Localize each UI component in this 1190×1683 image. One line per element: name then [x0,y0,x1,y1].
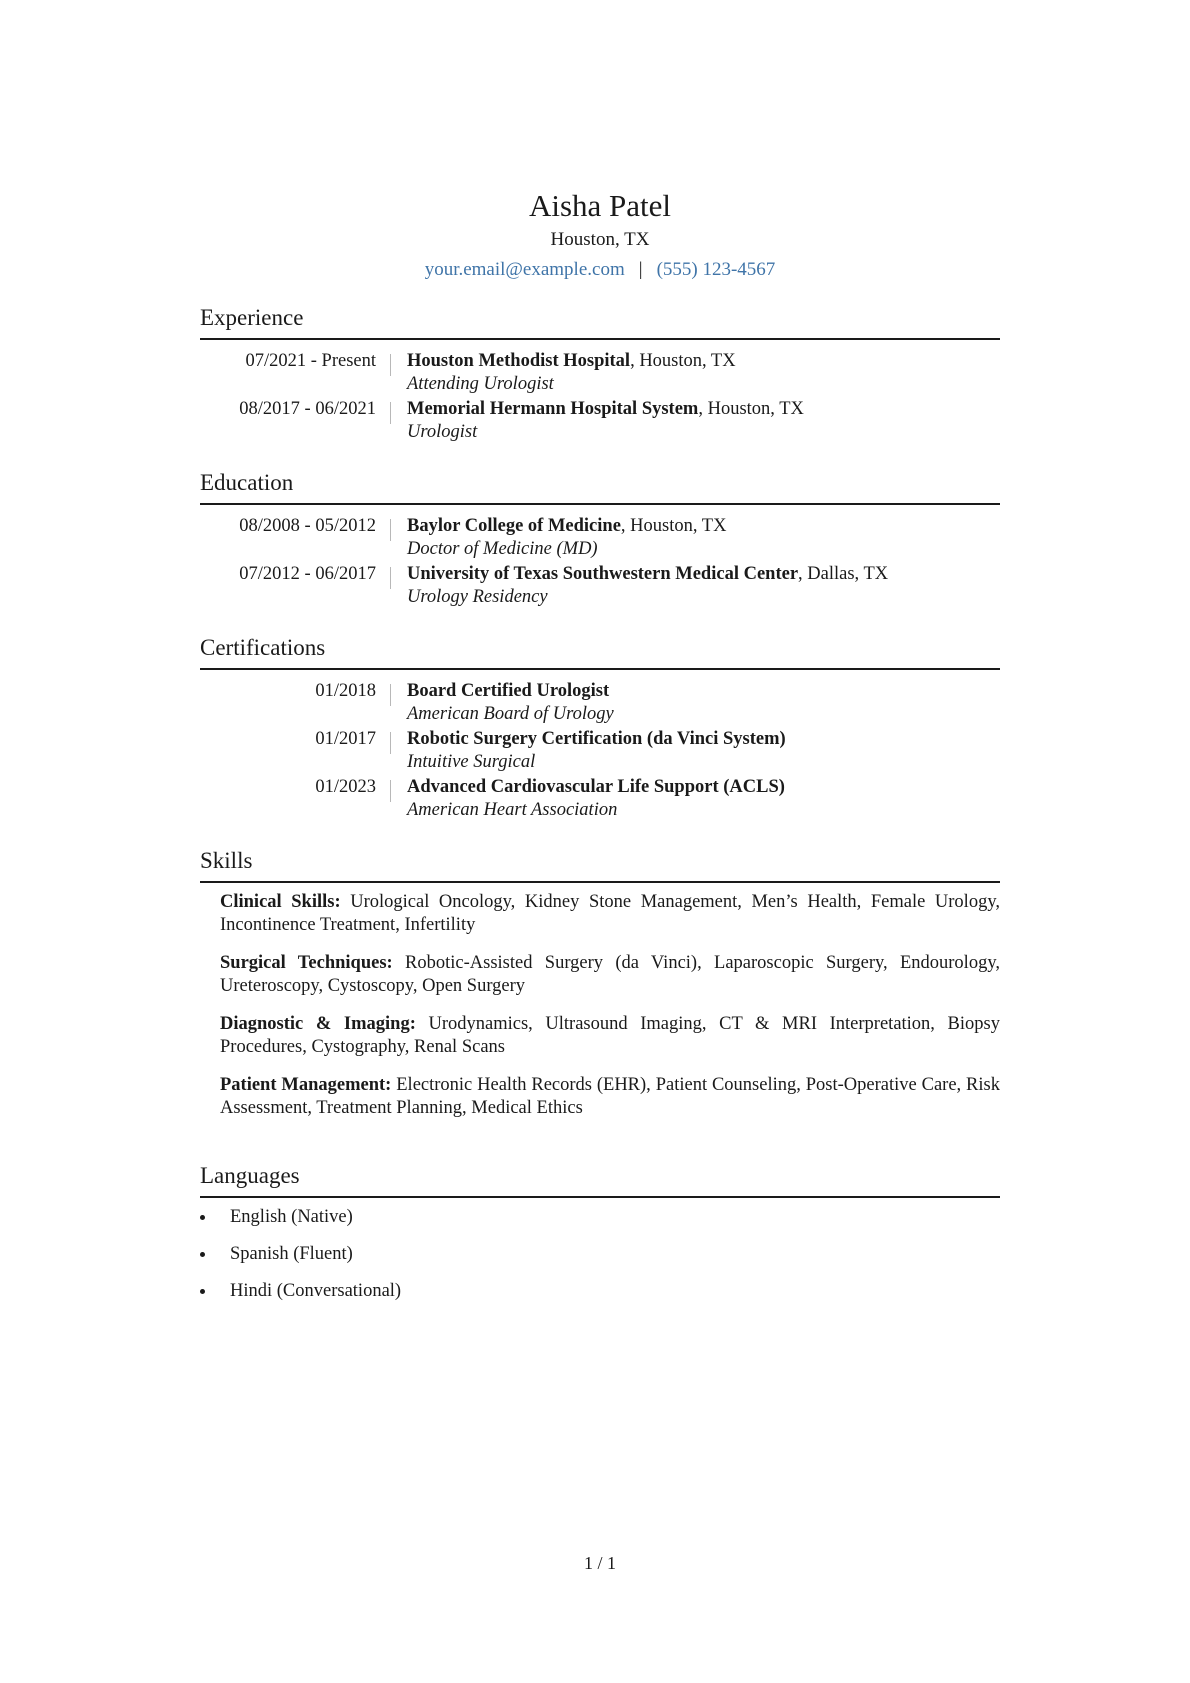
entry-issuer: American Heart Association [407,800,618,820]
entry-organization: Robotic Surgery Certification (da Vinci System) [407,729,786,749]
entry-divider [390,780,391,802]
entry-organization: Baylor College of Medicine [407,516,621,536]
candidate-name: Aisha Patel [528,188,672,223]
entry-organization: Memorial Hermann Hospital System [407,399,699,419]
education-entry [200,563,1000,611]
skill-group-text: Robotic-Assisted Surgery (da Vinci), Laparoscopic Surgery, Endourology, Ureteroscopy, Cystoscopy, Open Surgery [220,953,1000,996]
entry-date: 07/2021 - Present [245,351,376,371]
entry-divider [390,732,391,754]
resume-page [200,0,1000,1683]
certification-entry [200,776,1000,824]
entry-role: Attending Urologist [407,374,554,394]
skill-group-label: Surgical Techniques: [220,953,393,973]
entry-place: , Houston, TX [620,516,727,536]
entry-divider [390,354,391,376]
section-title-certifications: Certifications [200,634,1000,670]
entry-place: , Houston, TX [630,351,736,371]
skill-group-text: Urological Oncology, Kidney Stone Management, Men’s Health, Female Urology, Incontinence Treatment, Infertility [220,892,1000,935]
entry-role: Urologist [407,422,478,442]
phone-link[interactable]: (555) 123-4567 [656,259,776,280]
entry-date: 08/2017 - 06/2021 [239,399,376,419]
section-title-education: Education [200,469,1000,505]
entry-date: 07/2012 - 06/2017 [239,564,376,584]
skill-group [220,891,1000,937]
section-title-experience: Experience [200,304,1000,340]
candidate-location: Houston, TX [550,229,650,250]
skill-group [220,1013,1000,1059]
skill-group [220,952,1000,998]
skill-group-label: Diagnostic & Imaging: [220,1014,416,1034]
education-entry [200,515,1000,563]
list-item [200,1206,1000,1243]
skill-group [220,1074,1000,1120]
entry-role: Urology Residency [407,587,548,607]
entry-organization: Houston Methodist Hospital [407,351,631,371]
skill-group-label: Clinical Skills: [220,892,341,912]
section-title-languages: Languages [200,1162,1000,1198]
entry-organization: University of Texas Southwestern Medical Center [407,564,799,584]
entry-date: 01/2017 [315,729,376,749]
entry-divider [390,402,391,424]
entry-place: , Houston, TX [698,399,804,419]
skills-section [200,847,1000,1135]
languages-list [200,1206,1000,1317]
section-title-skills: Skills [200,847,1000,883]
bullet-icon [200,1215,205,1220]
certification-entry [200,680,1000,728]
language-label: Hindi (Conversational) [230,1281,402,1301]
entry-organization: Board Certified Urologist [407,681,610,701]
entry-place: , Dallas, TX [798,564,889,584]
resume-header [200,188,1000,282]
entry-divider [390,519,391,541]
entry-issuer: Intuitive Surgical [407,752,536,772]
entry-organization: Advanced Cardiovascular Life Support (ACLS) [407,777,785,797]
entry-issuer: American Board of Urology [407,704,614,724]
entry-divider [390,567,391,589]
languages-section [200,1162,1000,1317]
certification-entry [200,728,1000,776]
bullet-icon [200,1252,205,1257]
experience-section [200,304,1000,446]
skill-group-text: Urodynamics, Ultrasound Imaging, CT & MRI Interpretation, Biopsy Procedures, Cystography, Renal Scans [220,1014,1000,1057]
entry-date: 08/2008 - 05/2012 [239,516,376,536]
entry-date: 01/2023 [315,777,376,797]
education-section [200,469,1000,611]
language-label: English (Native) [230,1207,353,1227]
certifications-section [200,634,1000,824]
list-item [200,1280,1000,1317]
page-number: 1 / 1 [583,1553,616,1573]
entry-date: 01/2018 [315,681,376,701]
skill-group-label: Patient Management: [220,1075,392,1095]
contact-line [200,258,1000,282]
entry-role: Doctor of Medicine (MD) [407,539,598,559]
list-item [200,1243,1000,1280]
language-label: Spanish (Fluent) [230,1244,353,1264]
experience-entry [200,350,1000,398]
contact-separator: | [638,259,643,280]
skill-group-text: Electronic Health Records (EHR), Patient Counseling, Post-Operative Care, Risk Assessment, Treatment Planning, Medical Ethics [220,1075,1000,1118]
bullet-icon [200,1289,205,1294]
experience-entry [200,398,1000,446]
email-link[interactable]: your.email@example.com [424,259,625,280]
entry-divider [390,684,391,706]
